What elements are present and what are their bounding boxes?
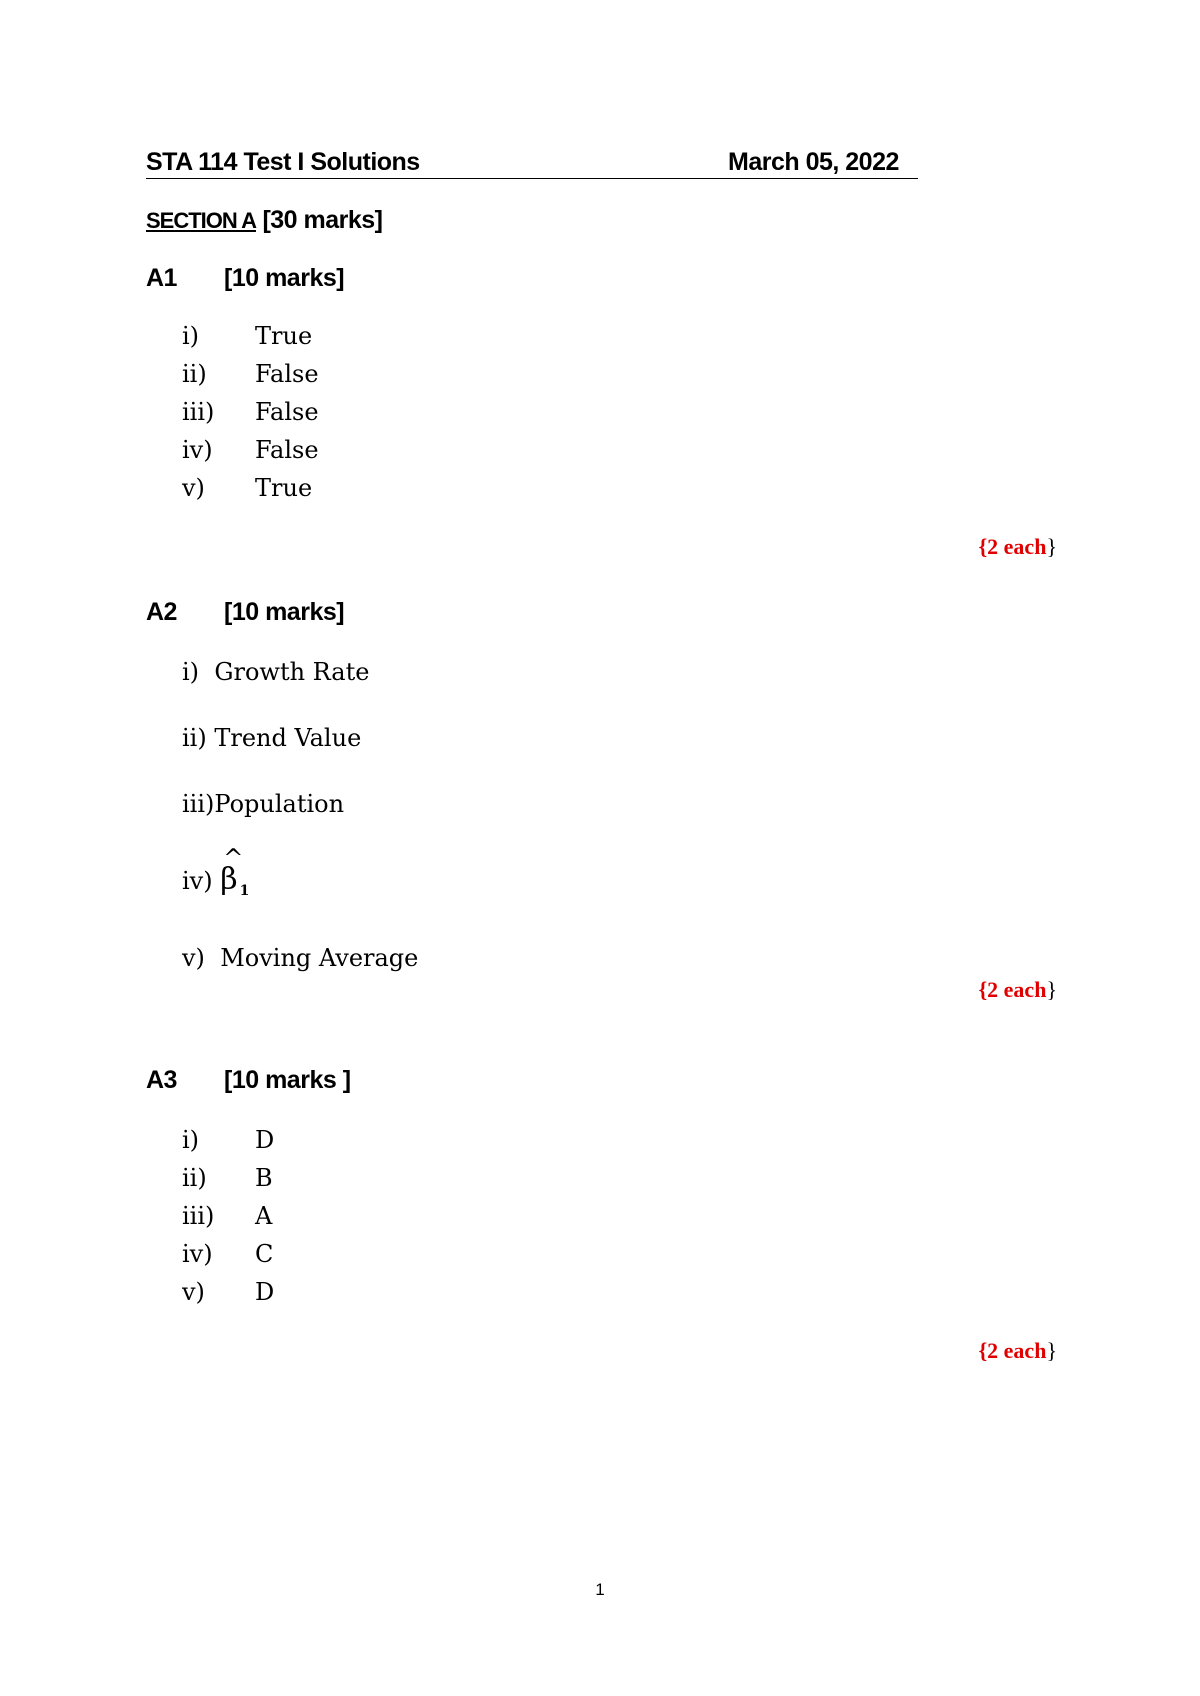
a1-item-num: v) xyxy=(182,474,205,502)
beta-letter: β xyxy=(220,862,238,897)
a2-item xyxy=(182,944,418,972)
marks-note-text: 2 each xyxy=(987,977,1047,1002)
a2-heading xyxy=(146,598,344,627)
a1-item xyxy=(182,398,319,426)
a2-item xyxy=(182,724,361,752)
beta-hat-symbol xyxy=(220,844,250,899)
hat-accent: ^ xyxy=(223,844,244,872)
a3-item-answer: D xyxy=(255,1126,275,1154)
a2-item-answer: Population xyxy=(214,790,345,818)
a3-item-num: iv) xyxy=(182,1240,213,1268)
a1-item-num: iv) xyxy=(182,436,213,464)
brace-close: } xyxy=(1046,1338,1057,1363)
a1-marks: [10 marks] xyxy=(224,264,345,292)
section-marks: [30 marks] xyxy=(262,206,383,234)
a2-item-num: i) xyxy=(182,658,200,686)
page-number: 1 xyxy=(595,1580,605,1599)
a3-item xyxy=(182,1278,274,1306)
document-date: March 05, 2022 xyxy=(728,148,899,176)
a3-label: A3 xyxy=(146,1066,177,1094)
a1-item-answer: False xyxy=(255,360,319,388)
brace-open: { xyxy=(978,1338,988,1363)
a2-item-num: ii) xyxy=(182,724,207,752)
a2-item-answer: Trend Value xyxy=(214,724,362,752)
a2-item-answer: Moving Average xyxy=(220,944,419,972)
a2-item xyxy=(182,790,344,818)
a1-item xyxy=(182,322,312,350)
a1-item-num: i) xyxy=(182,322,200,350)
a3-marks-note xyxy=(979,1338,1058,1364)
marks-note-text: 2 each xyxy=(987,1338,1047,1363)
a2-item xyxy=(182,844,250,899)
a3-heading xyxy=(146,1066,351,1095)
a1-item xyxy=(182,360,319,388)
a3-item-num: iii) xyxy=(182,1202,215,1230)
brace-open: { xyxy=(978,534,988,559)
a3-item xyxy=(182,1164,273,1192)
a1-item-answer: True xyxy=(255,322,313,350)
a1-item-answer: False xyxy=(255,398,319,426)
document-title: STA 114 Test I Solutions xyxy=(146,148,420,176)
a2-item-num: v) xyxy=(182,944,205,972)
a2-item xyxy=(182,658,369,686)
a1-label: A1 xyxy=(146,264,177,292)
a2-item-answer: Growth Rate xyxy=(214,658,370,686)
a2-item-num: iii) xyxy=(182,790,215,818)
a1-item xyxy=(182,474,312,502)
a3-item-answer: B xyxy=(255,1164,273,1192)
brace-close: } xyxy=(1046,534,1057,559)
a3-item-num: ii) xyxy=(182,1164,207,1192)
a1-marks-note xyxy=(979,534,1058,560)
a1-item-answer: False xyxy=(255,436,319,464)
brace-open: { xyxy=(978,977,988,1002)
a3-item-answer: D xyxy=(255,1278,275,1306)
brace-close: } xyxy=(1046,977,1057,1002)
section-heading xyxy=(146,206,383,235)
section-name: SECTION A xyxy=(146,208,256,233)
a2-label: A2 xyxy=(146,598,177,626)
a2-marks-note xyxy=(979,977,1058,1003)
a3-item-num: i) xyxy=(182,1126,200,1154)
a3-item xyxy=(182,1202,272,1230)
a1-item-answer: True xyxy=(255,474,313,502)
a2-item-num: iv) xyxy=(182,867,213,895)
a1-item-num: iii) xyxy=(182,398,215,426)
a1-item-num: ii) xyxy=(182,360,207,388)
a1-heading xyxy=(146,264,344,293)
a1-item xyxy=(182,436,319,464)
a3-item-answer: A xyxy=(255,1202,273,1230)
a3-marks: [10 marks ] xyxy=(224,1066,351,1094)
a3-item-answer: C xyxy=(255,1240,274,1268)
a2-marks: [10 marks] xyxy=(224,598,345,626)
a3-item xyxy=(182,1126,274,1154)
a3-item-num: v) xyxy=(182,1278,205,1306)
marks-note-text: 2 each xyxy=(987,534,1047,559)
beta-subscript: 1 xyxy=(239,883,250,899)
a3-item xyxy=(182,1240,273,1268)
